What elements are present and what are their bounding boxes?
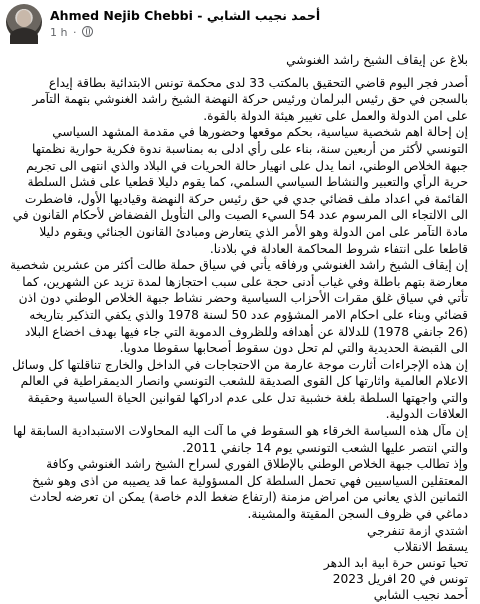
post-paragraph-4: إن هذه الإجراءات أثارت موجة عارمة من الاحتجاجات في الداخل والخارج تناقلتها كل وسائل الاعلام العالمية واثارتها كل القوى الصديقة للشعب التونسي وانصار الديمقراطية في العالم والتي واجهتها السلطة بلغة خشبية تدل على عدم ادراكها لقوانين الحياة السياسية وحقيقة العلاقات الدولية. [12, 357, 468, 422]
meta-dot: · [72, 26, 77, 39]
author-avatar[interactable] [6, 4, 42, 40]
avatar-shoulders [10, 28, 38, 44]
post-paragraph-1: أصدر فجر اليوم قاضي التحقيق بالمكتب 33 لدى محكمة تونس الابتدائية بطاقة إيداع بالسجن في حق رئيس البرلمان ورئيس حركة النهضة الشيخ راشد الغنوشي بتهمة التآمر على امن الدولة والعمل على تغيير هيئة الدولة بالقوة. [32, 75, 468, 123]
closing-line-3: تحيا تونس حرة ابية ابد الدهر [323, 556, 468, 571]
post-paragraph-5: إن مآل هذه السياسة الخرقاء هو السقوط في ما آلت اليه المحاولات الاستبدادية السابقة لها والتي انتصر عليها الشعب التونسي يوم 14 جانفي 2011. [13, 424, 468, 455]
closing-line-2: يسقط الانقلاب [393, 539, 468, 554]
post-paragraph-3: إن إيقاف الشيخ راشد الغنوشي ورفاقه يأتي في سياق حملة طالت أكثر من عشرين شخصية معارضة بتهم باطلة وفي غياب أدنى حجة على سبب احتجازها لمدة تزيد عن الشهرين، كما تأتي في سياق غلق مقرات الأحزاب السياسية وحضر نشاط جبهة الخلاص الوطني دون اذن قضائي وبناء على احكام الامر المشؤوم عدد 50 لسنة 1978 والذي يكفي التذكير بتاريخه (26 جانفي 1978) للدلالة عن أهدافه وللظروف الدموية التي جاء فيها بهدف اخضاع البلاد الى القبضة الحديدية والتي لم تحل دون سقوط أصحابها سقوطا مدويا. [10, 258, 468, 356]
post-paragraph-2: إن إحالة اهم شخصية سياسية، بحكم موقعها وحضورها في مقدمة المشهد السياسي التونسي لأكثر من أربعين سنة، بناء على رأي ادلى به بمناسبة ندوة فكرية حوارية نظمتها جبهة الخلاص الوطني، انما يدل على انهيار حالة الحريات في البلاد والذي انتهى الى تجريم حرية الرأي والتعبير والنشاط السياسي السلمي، كما يقوم دليلا قطعيا على فشل السلطة القائمة في اعداد ملف قضائي جدي في حق رئيس حركة النهضة وقياديها الأول، فاضطرت الى الالتجاء الى المرسوم عدد 54 السيء الصيت والى التأويل الفضفاض لأحكام القانون في مادة التآمر على امن الدولة وهو الأمر الذي يتعارض ومبادئ القانون الجنائي ويقوم دليلا قاطعا على انتفاء شروط المحاكمة العادلة في بلادنا. [12, 125, 468, 256]
closing-line-4: تونس في 20 افريل 2023 [332, 572, 468, 587]
closing-line-1: اشتدي ازمة تنفرجي [367, 523, 468, 538]
post-body [10, 52, 468, 603]
closing-line-5: أحمد نجيب الشابي [373, 588, 468, 603]
author-name-arabic: أحمد نجيب الشابي [206, 8, 321, 23]
post-timestamp[interactable]: 1 h [50, 26, 68, 39]
post-header [0, 0, 480, 46]
post-paragraph-6: وإذ تطالب جبهة الخلاص الوطني بالإطلاق الفوري لسراح الشيخ راشد الغنوشي وكافة المعتقلين السياسيين فهي تحمل السلطة كل المسؤولية عما قد يصيبه من اذى وهو شيخ الثمانين الذي يعاني من امراض مزمنة (ارتفاع ضغط الدم خاصة) يمكن ان تعرضه لحادث دماغي في ظروف السجن المقيتة والمشينة. [29, 457, 468, 522]
post-title: بلاغ عن إيقاف الشيخ راشد الغنوشي [286, 53, 468, 67]
post-meta [50, 26, 93, 39]
post-closing [10, 523, 468, 604]
author-name-separator: - [192, 8, 207, 23]
globe-icon[interactable] [82, 26, 93, 37]
author-name-latin: Ahmed Nejib Chebbi [50, 8, 193, 23]
avatar-face [17, 10, 31, 27]
author-name[interactable] [50, 8, 320, 23]
